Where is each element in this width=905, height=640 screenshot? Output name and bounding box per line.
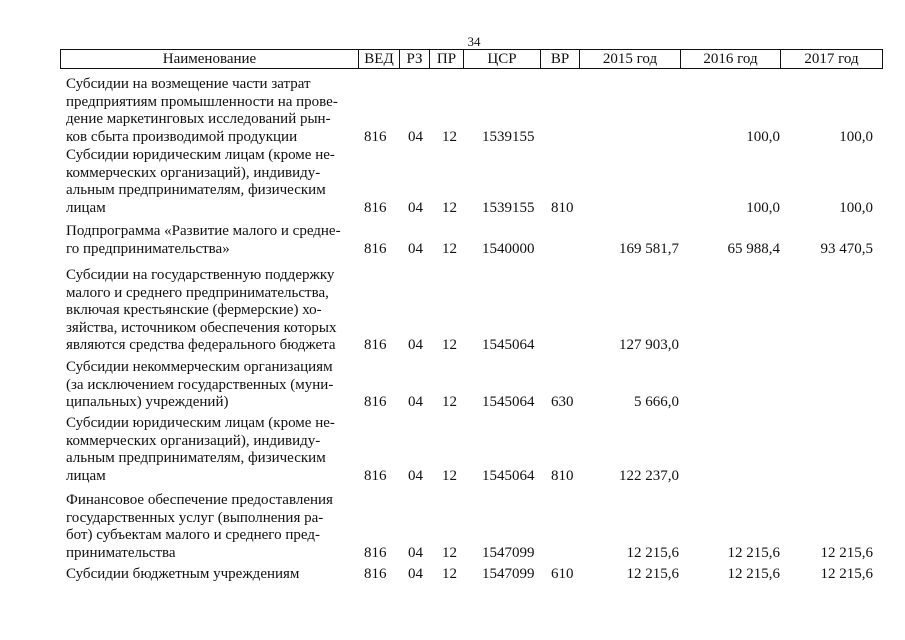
row-name-line: являются средства федерального бюджета <box>66 337 336 353</box>
cell-y2017: 100,0 <box>839 128 873 145</box>
cell-y2017: 93 470,5 <box>820 240 873 257</box>
cell-rz: 04 <box>408 544 423 561</box>
cell-rz: 04 <box>408 128 423 145</box>
row-name-line: включая крестьянские (фермерские) хо- <box>66 302 322 318</box>
cell-csr: 1539155 <box>482 128 535 145</box>
cell-ved: 816 <box>364 566 387 582</box>
cell-vr: 810 <box>551 467 574 484</box>
row-name-line: бот) субъектам малого и среднего пред- <box>66 527 320 543</box>
cell-y2015: 127 903,0 <box>619 337 679 353</box>
row-name <box>66 415 356 485</box>
cell-csr: 1545064 <box>482 394 535 410</box>
cell-ved: 816 <box>364 467 387 484</box>
row-name-line: Субсидии на возмещение части затрат <box>66 76 311 92</box>
cell-y2015: 122 237,0 <box>619 467 679 484</box>
cell-csr: 1545064 <box>482 467 535 484</box>
cell-pr: 12 <box>442 128 457 145</box>
cell-y2017: 100,0 <box>839 199 873 216</box>
cell-csr: 1547099 <box>482 544 535 561</box>
cell-y2016: 65 988,4 <box>727 240 780 257</box>
row-name <box>66 223 356 258</box>
row-name-line: предприятиям промышленности на прове- <box>66 93 338 110</box>
page-number: 34 <box>467 34 481 49</box>
row-name-line: Субсидии бюджетным учреждениям <box>66 566 300 582</box>
cell-vr: 610 <box>551 566 574 582</box>
cell-y2015: 12 215,6 <box>626 544 679 561</box>
cell-rz: 04 <box>408 240 423 257</box>
cell-y2015: 12 215,6 <box>626 566 679 582</box>
header-2015: 2015 год <box>580 50 681 69</box>
row-name-line: альным предпринимателям, физическим <box>66 450 326 466</box>
row-name-line: лицам <box>66 199 106 216</box>
cell-rz: 04 <box>408 199 423 216</box>
row-name <box>66 566 356 584</box>
header-2017: 2017 год <box>781 50 883 69</box>
cell-csr: 1547099 <box>482 566 535 582</box>
cell-rz: 04 <box>408 467 423 484</box>
cell-ved: 816 <box>364 337 387 353</box>
cell-y2016: 100,0 <box>746 128 780 145</box>
cell-rz: 04 <box>408 394 423 410</box>
cell-rz: 04 <box>408 566 423 582</box>
header-rz: РЗ <box>400 50 430 69</box>
row-name <box>66 492 356 562</box>
row-name-line: Финансовое обеспечение предоставления <box>66 492 333 508</box>
row-name-line: (за исключением государственных (муни- <box>66 376 334 393</box>
cell-pr: 12 <box>442 467 457 484</box>
cell-pr: 12 <box>442 199 457 216</box>
row-name-line: принимательства <box>66 544 176 561</box>
table-header <box>60 49 883 69</box>
row-name <box>66 267 356 355</box>
row-name-line: Субсидии некоммерческим организациям <box>66 359 333 375</box>
cell-ved: 816 <box>364 199 387 216</box>
cell-y2015: 5 666,0 <box>634 394 679 410</box>
cell-csr: 1545064 <box>482 337 535 353</box>
cell-csr: 1540000 <box>482 240 535 257</box>
row-name-line: ков сбыта производимой продукции <box>66 128 298 145</box>
row-name-line: зяйства, источником обеспечения которых <box>66 319 337 336</box>
cell-pr: 12 <box>442 337 457 353</box>
cell-y2015: 169 581,7 <box>619 240 679 257</box>
row-name-line: государственных услуг (выполнения ра- <box>66 509 324 526</box>
cell-pr: 12 <box>442 240 457 257</box>
cell-ved: 816 <box>364 394 387 410</box>
row-name <box>66 147 356 217</box>
cell-ved: 816 <box>364 128 387 145</box>
cell-pr: 12 <box>442 544 457 561</box>
row-name-line: коммерческих организаций), индивиду- <box>66 432 321 449</box>
cell-ved: 816 <box>364 240 387 257</box>
row-name-line: Субсидии юридическим лицам (кроме не- <box>66 415 335 431</box>
cell-vr: 630 <box>551 394 574 410</box>
header-csr: ЦСР <box>464 50 541 69</box>
header-ved: ВЕД <box>359 50 400 69</box>
row-name-line: коммерческих организаций), индивиду- <box>66 164 321 181</box>
row-name-line: го предпринимательства» <box>66 240 230 257</box>
row-name <box>66 76 356 146</box>
row-name-line: Субсидии на государственную поддержку <box>66 267 335 283</box>
cell-csr: 1539155 <box>482 199 535 216</box>
cell-y2016: 100,0 <box>746 199 780 216</box>
header-2016: 2016 год <box>681 50 781 69</box>
cell-rz: 04 <box>408 337 423 353</box>
cell-y2017: 12 215,6 <box>820 566 873 582</box>
row-name-line: Подпрограмма «Развитие малого и средне- <box>66 223 341 239</box>
row-name-line: дение маркетинговых исследований рын- <box>66 111 331 127</box>
cell-pr: 12 <box>442 394 457 410</box>
row-name-line: лицам <box>66 467 106 484</box>
cell-y2017: 12 215,6 <box>820 544 873 561</box>
cell-y2016: 12 215,6 <box>727 566 780 582</box>
cell-pr: 12 <box>442 566 457 582</box>
row-name-line: малого и среднего предпринимательства, <box>66 284 329 301</box>
row-name <box>66 359 356 412</box>
header-pr: ПР <box>430 50 464 69</box>
cell-ved: 816 <box>364 544 387 561</box>
cell-y2016: 12 215,6 <box>727 544 780 561</box>
row-name-line: альным предпринимателям, физическим <box>66 182 326 198</box>
row-name-line: Субсидии юридическим лицам (кроме не- <box>66 147 335 163</box>
header-name: Наименование <box>61 50 359 69</box>
row-name-line: ципальных) учреждений) <box>66 394 229 410</box>
header-vr: ВР <box>541 50 580 69</box>
cell-vr: 810 <box>551 199 574 216</box>
